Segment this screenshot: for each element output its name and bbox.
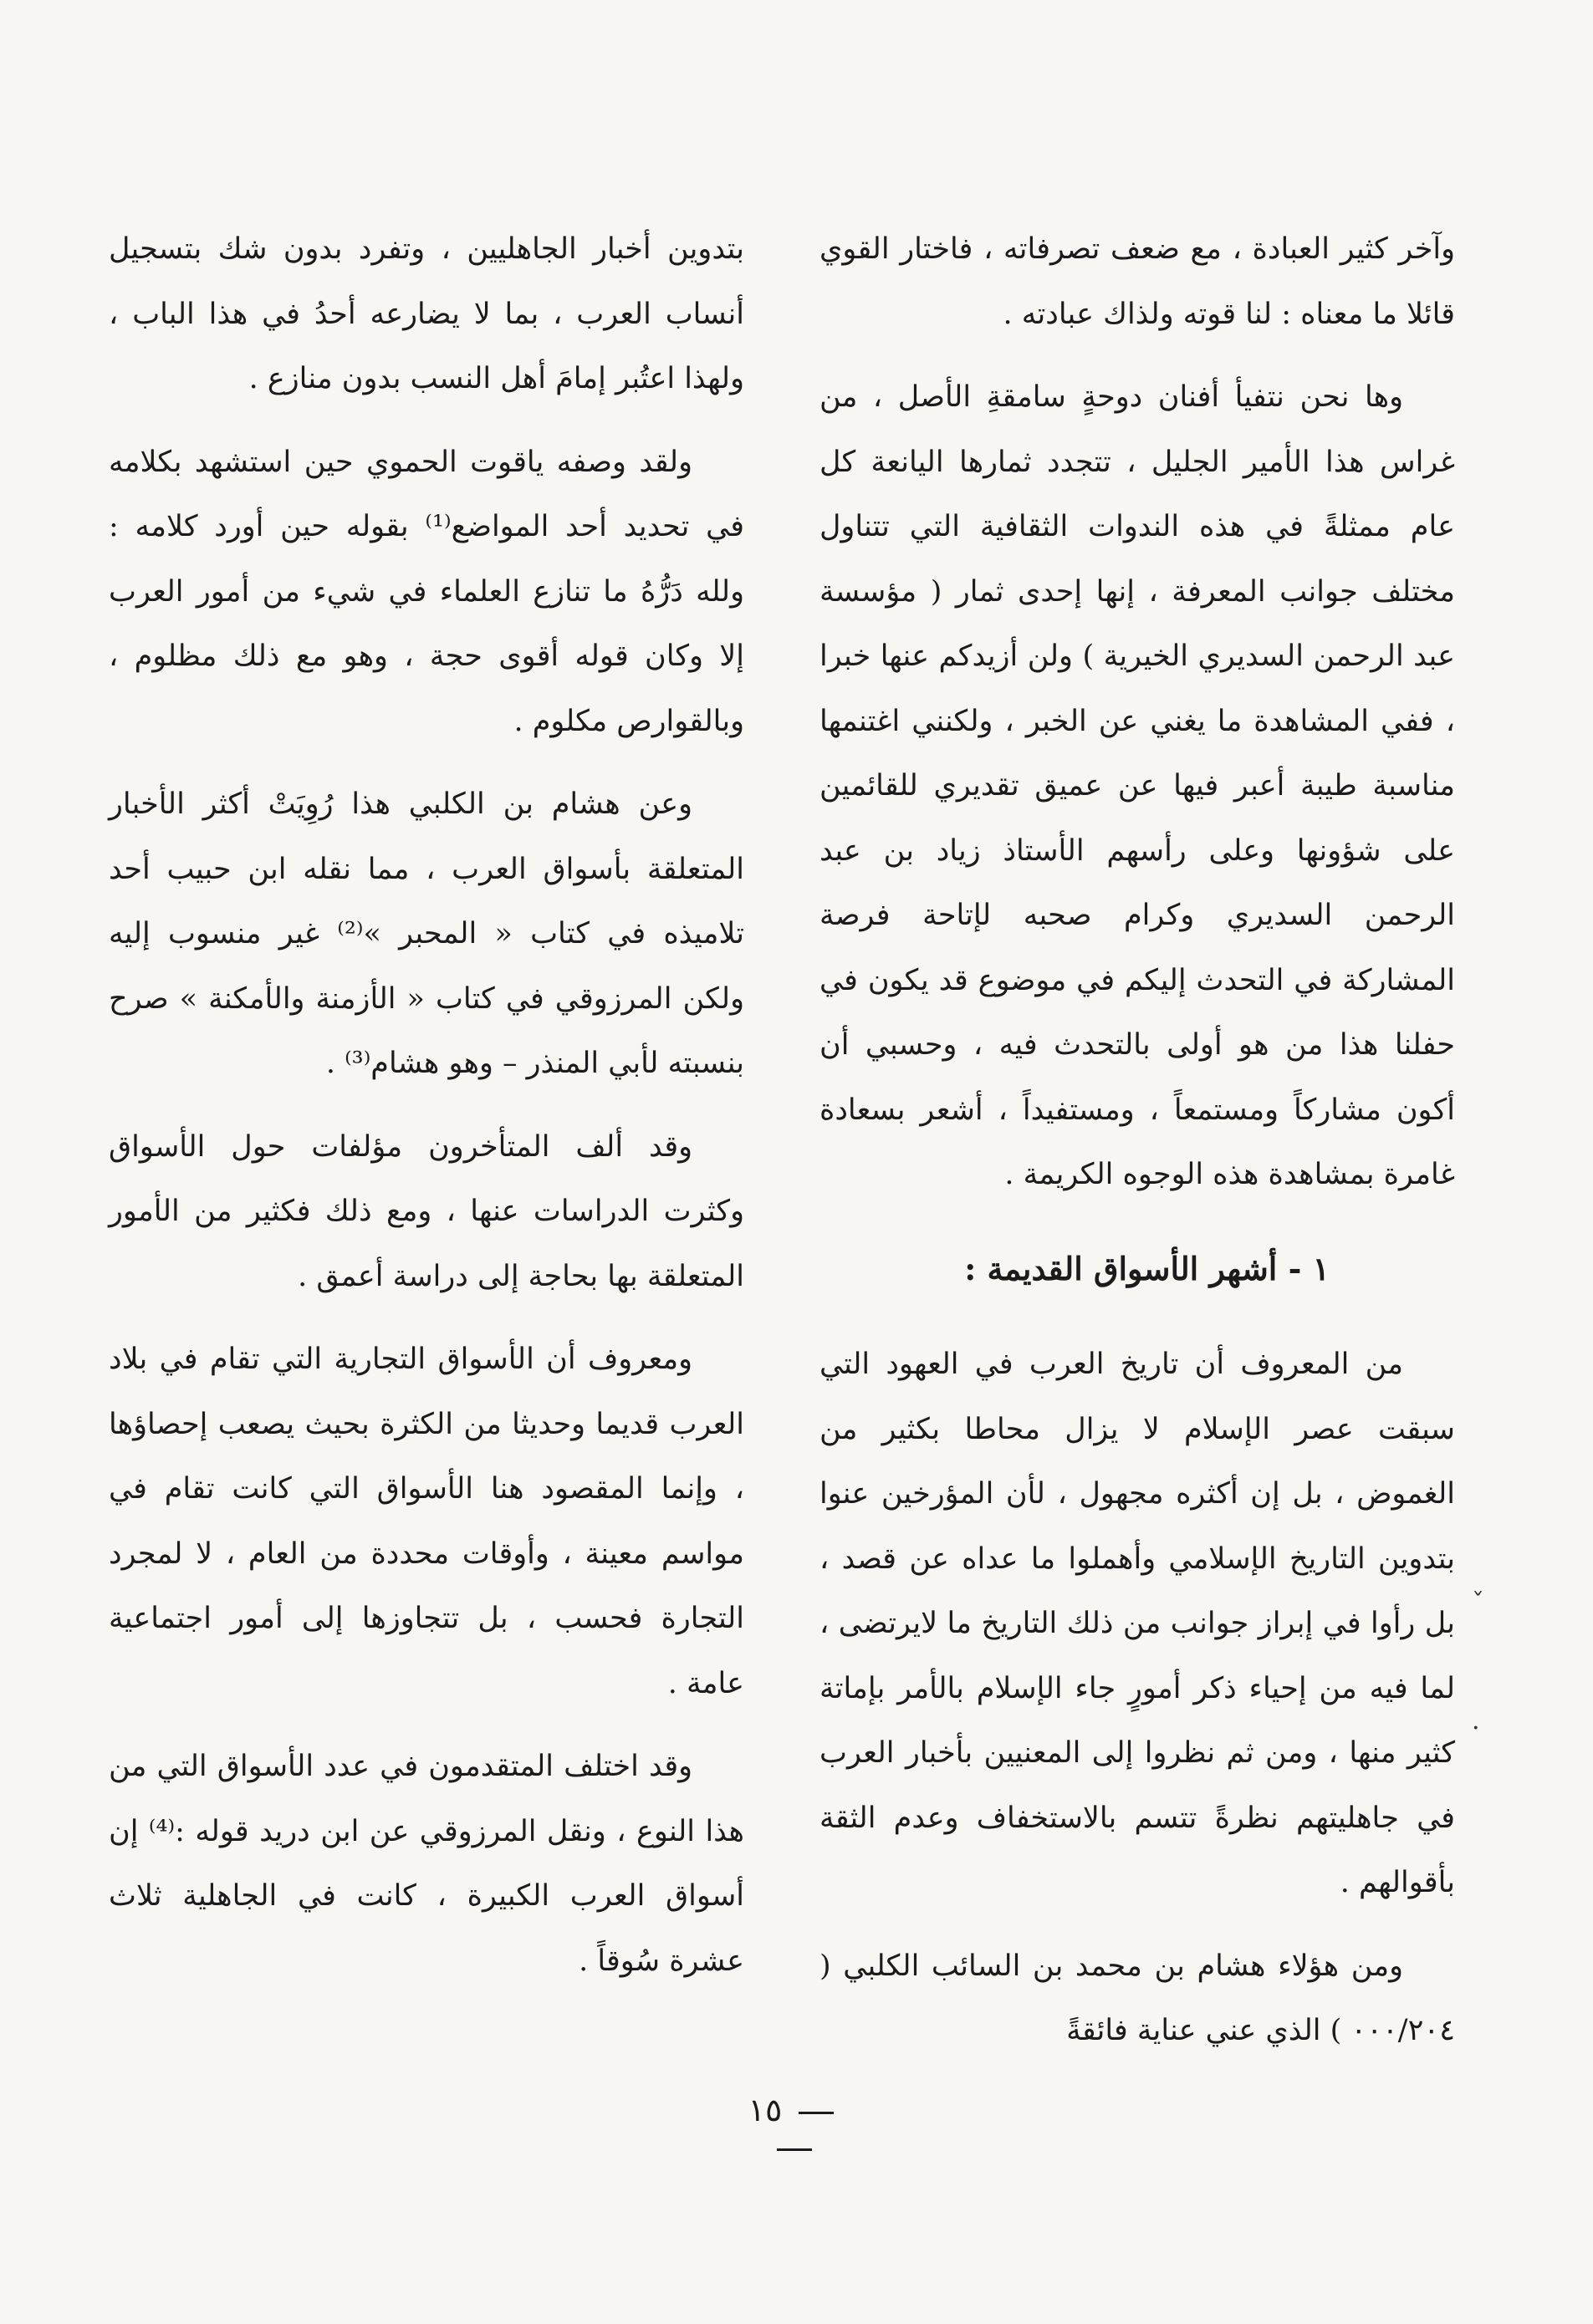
right-dash <box>777 2148 812 2151</box>
margin-mark: ˇ <box>1472 1588 1484 1618</box>
left-paragraph-4: وقد ألف المتأخرون مؤلفات حول الأسواق وكثرت الدراسات عنها ، ومع ذلك فكثير من الأمور المتعلقة بها بحاجة إلى دراسة أعمق . <box>109 1129 744 1293</box>
right-paragraph-2: وها نحن نتفيأ أفنان دوحةٍ سامقةِ الأصل ، من غراس هذا الأمير الجليل ، تتجدد ثمارها اليانعة كل عام ممثلةً في هذه الندوات الثقافية التي تتناول مختلف جوانب المعرفة ، إنها إحدى ثمار ( مؤسسة عبد الرحمن السديري الخيرية ) ولن أزيدكم عنها خبرا ، ففي المشاهدة ما يغني عن الخبر ، ولكنني اغتنمها مناسبة طيبة أعبر فيها عن عميق تقديري للقائمين على شؤونها وعلى رأسهم الأستاذ زياد بن عبد الرحمن السديري وكرام صحبه لإتاحة فرصة المشاركة في التحدث إليكم في موضوع قد يكون في حفلنا هذا من هو أولى بالتحدث فيه ، وحسبي أن أكون مشاركاً ومستمعاً ، ومستفيداً ، أشعر بسعادة غامرة بمشاهدة هذه الوجوه الكريمة . <box>819 380 1455 1191</box>
left-paragraph-3: وعن هشام بن الكلبي هذا رُوِيَتْ أكثر الأخبار المتعلقة بأسواق العرب ، مما نقله ابن حبيب أحد تلاميذه في كتاب « المحبر »⁽²⁾ غير منسوب إليه ولكن المرزوقي في كتاب « الأزمنة والأمكنة » صرح بنسبته لأبي المنذر – وهو هشام⁽³⁾ . <box>109 787 744 1080</box>
right-column <box>819 217 1455 2082</box>
left-paragraph-2: ولقد وصفه ياقوت الحموي حين استشهد بكلامه في تحديد أحد المواضع⁽¹⁾ بقوله حين أورد كلامه : ولله دَرُّهُ ما تنازع العلماء في شيء من أمور العرب إلا وكان قوله أقوى حجة ، وهو مع ذلك مظلوم ، وبالقوارص مكلوم . <box>109 445 745 738</box>
left-column <box>109 217 744 2012</box>
margin-mark: · <box>1472 1714 1480 1743</box>
right-paragraph-4: ومن هؤلاء هشام بن محمد بن السائب الكلبي ( ٠٠٠/٢٠٤ ) الذي عني عناية فائقةً <box>819 1949 1455 2047</box>
right-paragraph-3: من المعروف أن تاريخ العرب في العهود التي سبقت عصر الإسلام لا يزال محاطا بكثير من الغموض ، بل إن أكثره مجهول ، لأن المؤرخين عنوا بتدوين التاريخ الإسلامي وأهملوا ما عداه عن قصد ، بل رأوا في إبراز جوانب من ذلك التاريخ ما لايرتضى ، لما فيه من إحياء ذكر أمورٍ جاء الإسلام بالأمر بإماتة كثير منها ، ومن ثم نظروا إلى المعنيين بأخبار العرب في جاهليتهم نظرةً تتسم بالاستخفاف وعدم الثقة بأقوالهم . <box>819 1348 1455 1899</box>
left-dash <box>799 2112 834 2114</box>
page-number <box>719 2092 870 2165</box>
right-paragraph-1: وآخر كثير العبادة ، مع ضعف تصرفاته ، فاختار القوي قائلا ما معناه : لنا قوته ولذاك عبادته . <box>819 232 1455 331</box>
section-heading: ١ - أشهر الأسواق القديمة : <box>964 1249 1330 1287</box>
left-paragraph-1: بتدوين أخبار الجاهليين ، وتفرد بدون شك بتسجيل أنساب العرب ، بما لا يضارعه أحدُ في هذا الباب ، ولهذا اعتُبر إمامَ أهل النسب بدون منازع . <box>109 232 744 395</box>
left-paragraph-6: وقد اختلف المتقدمون في عدد الأسواق التي من هذا النوع ، ونقل المرزوقي عن ابن دريد قوله :⁽⁴⁾ إن أسواق العرب الكبيرة ، كانت في الجاهلية ثلاث عشرة سُوقاً . <box>109 1750 744 1978</box>
page-number-text: ١٥ <box>748 2092 783 2128</box>
left-paragraph-5: ومعروف أن الأسواق التجارية التي تقام في بلاد العرب قديما وحديثا من الكثرة بحيث يصعب إحصاؤها ، وإنما المقصود هنا الأسواق التي كانت تقام في مواسم معينة ، وأوقات محددة من العام ، لا لمجرد التجارة فحسب ، بل تتجاوزها إلى أمور اجتماعية عامة . <box>109 1343 744 1700</box>
